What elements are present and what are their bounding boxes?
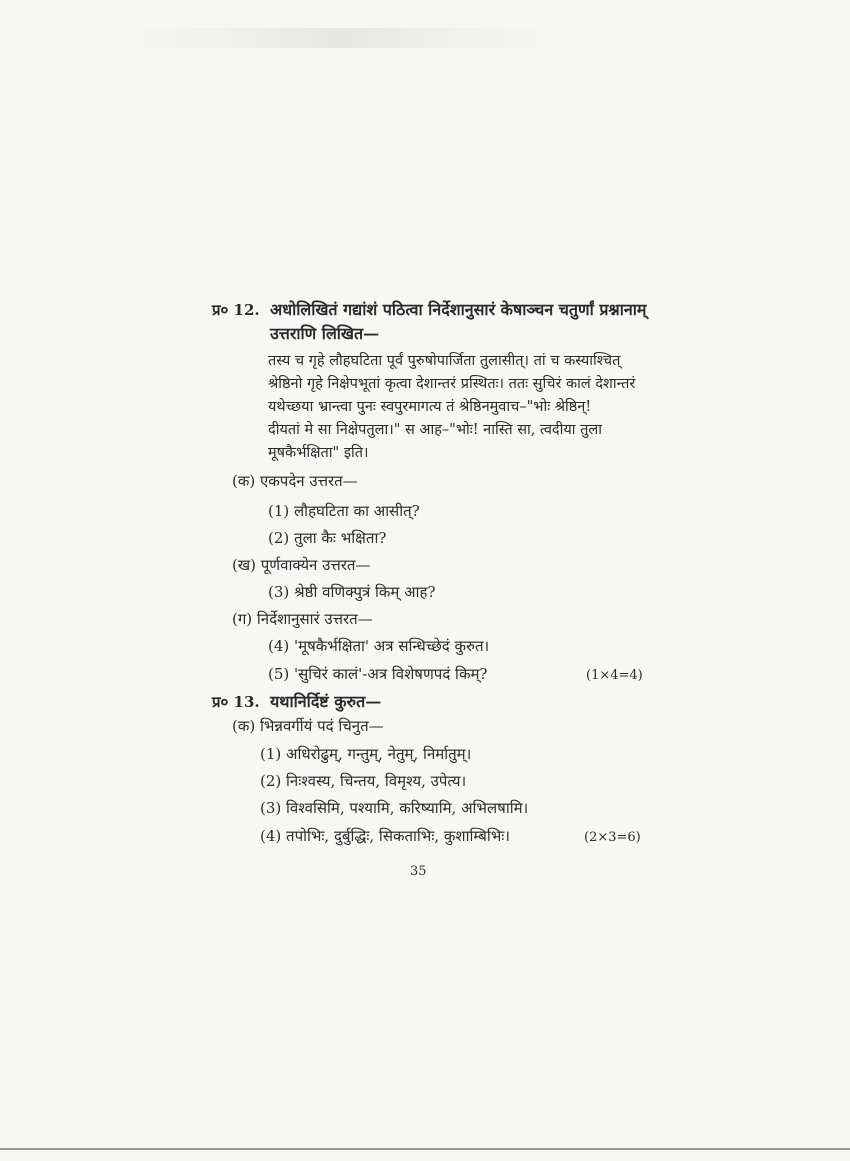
q13-row-1: (1) अधिरोढुम्, गन्तुम्, नेतुम्, निर्मातुम्। <box>260 745 472 763</box>
q12-sub-ga: (ग) निर्देशानुसारं उत्तरत— <box>232 610 373 628</box>
q13-row-2: (2) निःश्वस्य, चिन्तय, विमृश्य, उपेत्य। <box>260 772 467 790</box>
page-number: 35 <box>410 864 427 879</box>
q13-row-4: (4) तपोभिः, दुर्बुद्धिः, सिकताभिः, कुशाम्बिभिः। <box>260 827 510 845</box>
q12-question-1: (1) लौहघटिता का आसीत्? <box>268 502 420 520</box>
q12-question-2: (2) तुला कैः भक्षिता? <box>268 529 387 547</box>
q12-sub-ka: (क) एकपदेन उत्तरत— <box>232 472 358 490</box>
q13-row-3: (3) विश्वसिमि, पश्यामि, करिष्यामि, अभिलषामि। <box>260 799 529 817</box>
passage-line: मूषकैर्भक्षिता" इति। <box>268 445 369 461</box>
q12-marks: (1×4=4) <box>586 668 643 683</box>
passage-line: तस्य च गृहे लौहघटिता पूर्वं पुरुषोपार्जिता तुलासीत्। तां च कस्याश्चित् <box>268 353 621 369</box>
q12-question-3: (3) श्रेष्ठी वणिक्पुत्रं किम् आह? <box>268 583 436 601</box>
q12-question-4: (4) 'मूषकैर्भक्षिता' अत्र सन्धिच्छेदं कुरुत। <box>268 637 490 655</box>
q12-heading-line1: अधोलिखितं गद्यांशं पठित्वा निर्देशानुसारं केषाञ्चन चतुर्णां प्रश्नानाम् <box>270 300 647 319</box>
passage-line: यथेच्छया भ्रान्त्वा पुनः स्वपुरमागत्य तं श्रेष्ठिनमुवाच–"भोः श्रेष्ठिन्! <box>268 399 592 415</box>
scan-edge-line <box>0 1148 850 1150</box>
passage-line: श्रेष्ठिनो गृहे निक्षेपभूतां कृत्वा देशान्तरं प्रस्थितः। ततः सुचिरं कालं देशान्तरं <box>268 376 636 392</box>
passage-line: दीयतां मे सा निक्षेपतुला।" स आह–"भोः! नास्ति सा, त्वदीया तुला <box>268 422 602 438</box>
q12-sub-kha: (ख) पूर्णवाक्येन उत्तरत— <box>232 556 371 574</box>
scan-artifact <box>120 28 560 48</box>
q13-sub-ka: (क) भिन्नवर्गीयं पदं चिनुत— <box>232 717 384 735</box>
q12-question-5: (5) 'सुचिरं कालं'-अत्र विशेषणपदं किम्? <box>268 665 488 683</box>
q13-number: प्र० 13. <box>212 693 260 711</box>
q12-number: प्र० 12. <box>212 301 260 319</box>
q13-heading: यथानिर्दिष्टं कुरुत— <box>270 692 382 711</box>
q12-heading-line2: उत्तराणि लिखित— <box>270 324 380 343</box>
q13-marks: (2×3=6) <box>584 830 641 845</box>
